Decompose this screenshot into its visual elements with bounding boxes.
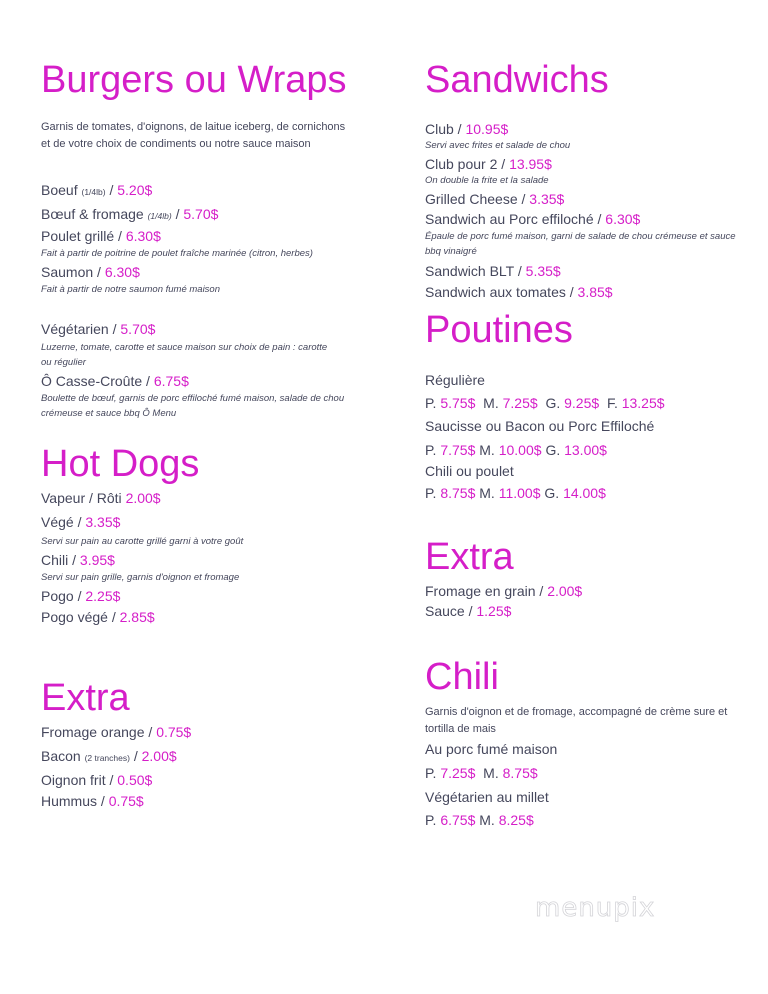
item-note: Servi sur pain grille, garnis d'oignon et fromage [41, 572, 240, 583]
menu-item-pogo: Pogo / 2.25$ [41, 588, 121, 604]
chili-sizes: P. 7.25$ M. 8.75$ [425, 765, 538, 781]
burgers-title: Burgers ou Wraps [41, 59, 347, 101]
item-name: Fromage en grain [425, 583, 536, 599]
menu-item-blt: Sandwich BLT / 5.35$ [425, 263, 561, 279]
size-price: 13.00$ [564, 442, 607, 458]
menu-item-casse-croute: Ô Casse-Croûte / 6.75$ [41, 373, 189, 389]
item-note: Fait à partir de notre saumon fumé maison [41, 284, 221, 295]
menu-item-grilled-cheese: Grilled Cheese / 3.35$ [425, 191, 565, 207]
size-price: 5.75$ [440, 395, 476, 411]
item-price: 10.95$ [465, 121, 509, 137]
poutine-sizes: P. 5.75$ M. 7.25$ G. 9.25$ F. 13.25$ [425, 395, 665, 411]
item-price: 2.00$ [125, 490, 161, 506]
item-note: Servi avec frites et salade de chou [425, 140, 571, 151]
item-price: 3.85$ [577, 284, 613, 300]
item-name: Club pour 2 [425, 156, 498, 172]
poutines-title: Poutines [425, 309, 573, 351]
item-price: 5.20$ [117, 182, 153, 198]
menu-item-chili-dog: Chili / 3.95$ [41, 552, 115, 568]
chili-name: Végétarien au millet [425, 789, 549, 805]
menu-item-club-pour-2: Club pour 2 / 13.95$ [425, 156, 552, 172]
menu-item-oignon-frit: Oignon frit / 0.50$ [41, 772, 153, 788]
menu-item-vege: Végé / 3.35$ [41, 514, 121, 530]
item-name: Ô Casse-Croûte [41, 373, 143, 389]
menu-item-tomates: Sandwich aux tomates / 3.85$ [425, 284, 613, 300]
item-name: Hummus [41, 793, 98, 809]
item-note: Luzerne, tomate, carotte et sauce maison sur choix de pain : carotte ou régulier [41, 342, 328, 368]
item-price: 6.30$ [125, 228, 161, 244]
size-price: 7.25$ [440, 765, 476, 781]
chili-description: Garnis d'oignon et de fromage, accompagné de crème sure et tortilla de mais [425, 706, 728, 735]
sandwichs-title: Sandwichs [425, 59, 609, 101]
size-price: 7.25$ [502, 395, 538, 411]
item-note: Boulette de bœuf, garnis de porc effiloché fumé maison, salade de chou crémeuse et sauce bbq Ô Menu [41, 393, 345, 419]
item-price: 5.70$ [183, 206, 219, 222]
item-price: 6.75$ [153, 373, 189, 389]
item-price: 1.25$ [476, 603, 512, 619]
size-price: 13.25$ [621, 395, 665, 411]
chili-sizes: P. 6.75$ M. 8.25$ [425, 812, 534, 828]
item-price: 6.30$ [605, 211, 641, 227]
size-price: 8.25$ [498, 812, 534, 828]
size-price: 8.75$ [440, 485, 476, 501]
watermark-logo: menupix [535, 893, 656, 923]
menu-item-vapeur-roti [41, 489, 161, 507]
item-name: Fromage orange [41, 724, 145, 740]
item-price: 3.35$ [85, 514, 121, 530]
menu-item-saumon: Saumon / 6.30$ [41, 264, 140, 280]
item-price: 13.95$ [509, 156, 552, 172]
item-price: 3.95$ [79, 552, 115, 568]
item-name: Sauce [425, 603, 465, 619]
menu-item-poulet-grille: Poulet grillé / 6.30$ [41, 228, 161, 244]
extra-right-title: Extra [425, 536, 514, 578]
item-price: 0.50$ [117, 772, 153, 788]
item-name: Bacon [41, 748, 81, 764]
item-note: Servi sur pain au carotte grillé garni à votre goût [41, 536, 244, 547]
size-price: 14.00$ [563, 485, 606, 501]
size-price: 6.75$ [440, 812, 476, 828]
item-name: Bœuf & fromage [41, 206, 144, 222]
item-size: (1/4lb) [81, 187, 106, 197]
hotdogs-title: Hot Dogs [41, 443, 200, 485]
item-price: 6.30$ [104, 264, 140, 280]
poutine-name: Chili ou poulet [425, 463, 514, 479]
item-size: (2 tranches) [84, 753, 130, 763]
chili-title: Chili [425, 656, 499, 698]
item-price: 5.35$ [525, 263, 561, 279]
item-name: Végé [41, 514, 74, 530]
item-name: Vapeur / Rôti [41, 490, 122, 506]
item-name: Poulet grillé [41, 228, 115, 244]
size-price: 7.75$ [440, 442, 476, 458]
menu-item-club: Club / 10.95$ [425, 121, 509, 137]
item-price: 2.25$ [85, 588, 121, 604]
menu-item-fromage-grain: Fromage en grain / 2.00$ [425, 583, 583, 599]
item-name: Chili [41, 552, 69, 568]
item-price: 2.00$ [547, 583, 583, 599]
item-name: Végétarien [41, 321, 109, 337]
item-note: On double la frite et la salade [425, 175, 549, 186]
item-name: Sandwich aux tomates [425, 284, 566, 300]
poutine-sizes: P. 7.75$ M. 10.00$ G. 13.00$ [425, 442, 607, 458]
item-name: Pogo végé [41, 609, 108, 625]
size-price: 10.00$ [498, 442, 542, 458]
item-price: 2.00$ [141, 748, 177, 764]
burgers-description: Garnis de tomates, d'oignons, de laitue iceberg, de cornichons et de votre choix de condiments ou notre sauce maison [41, 121, 346, 150]
menu-item-porc-effiloche: Sandwich au Porc effiloché / 6.30$ [425, 211, 641, 227]
item-price: 0.75$ [108, 793, 144, 809]
item-price: 2.85$ [119, 609, 155, 625]
item-price: 0.75$ [156, 724, 192, 740]
poutine-name: Saucisse ou Bacon ou Porc Effiloché [425, 418, 655, 434]
item-name: Boeuf [41, 182, 78, 198]
size-price: 9.25$ [564, 395, 600, 411]
item-price: 5.70$ [120, 321, 156, 337]
item-price: 3.35$ [529, 191, 565, 207]
item-name: Saumon [41, 264, 94, 280]
item-name: Grilled Cheese [425, 191, 518, 207]
extra-left-title: Extra [41, 677, 130, 719]
size-price: 11.00$ [498, 485, 541, 501]
chili-name: Au porc fumé maison [425, 741, 558, 757]
item-note: Épaule de porc fumé maison, garni de salade de chou crémeuse et sauce bbq vinaigré [425, 231, 736, 257]
item-name: Pogo [41, 588, 74, 604]
menu-item-boeuf-fromage: Bœuf & fromage (1/4lb) / 5.70$ [41, 206, 219, 222]
item-note: Fait à partir de poitrine de poulet fraîche marinée (citron, herbes) [41, 248, 313, 259]
menu-item-vegetarien: Végétarien / 5.70$ [41, 321, 156, 337]
menu-item-bacon: Bacon (2 tranches) / 2.00$ [41, 748, 177, 764]
item-size: (1/4lb) [147, 211, 172, 221]
menu-item-boeuf: Boeuf (1/4lb) / 5.20$ [41, 182, 153, 198]
item-name: Sandwich au Porc effiloché [425, 211, 594, 227]
item-name: Sandwich BLT [425, 263, 514, 279]
item-name: Club [425, 121, 454, 137]
item-name: Oignon frit [41, 772, 106, 788]
size-price: 8.75$ [502, 765, 538, 781]
poutine-sizes: P. 8.75$ M. 11.00$ G. 14.00$ [425, 485, 606, 501]
menu-item-pogo-vege: Pogo végé / 2.85$ [41, 609, 155, 625]
menu-item-sauce: Sauce / 1.25$ [425, 603, 512, 619]
poutine-name: Régulière [425, 372, 485, 388]
menu-item-hummus: Hummus / 0.75$ [41, 793, 144, 809]
menu-item-fromage-orange: Fromage orange / 0.75$ [41, 724, 192, 740]
